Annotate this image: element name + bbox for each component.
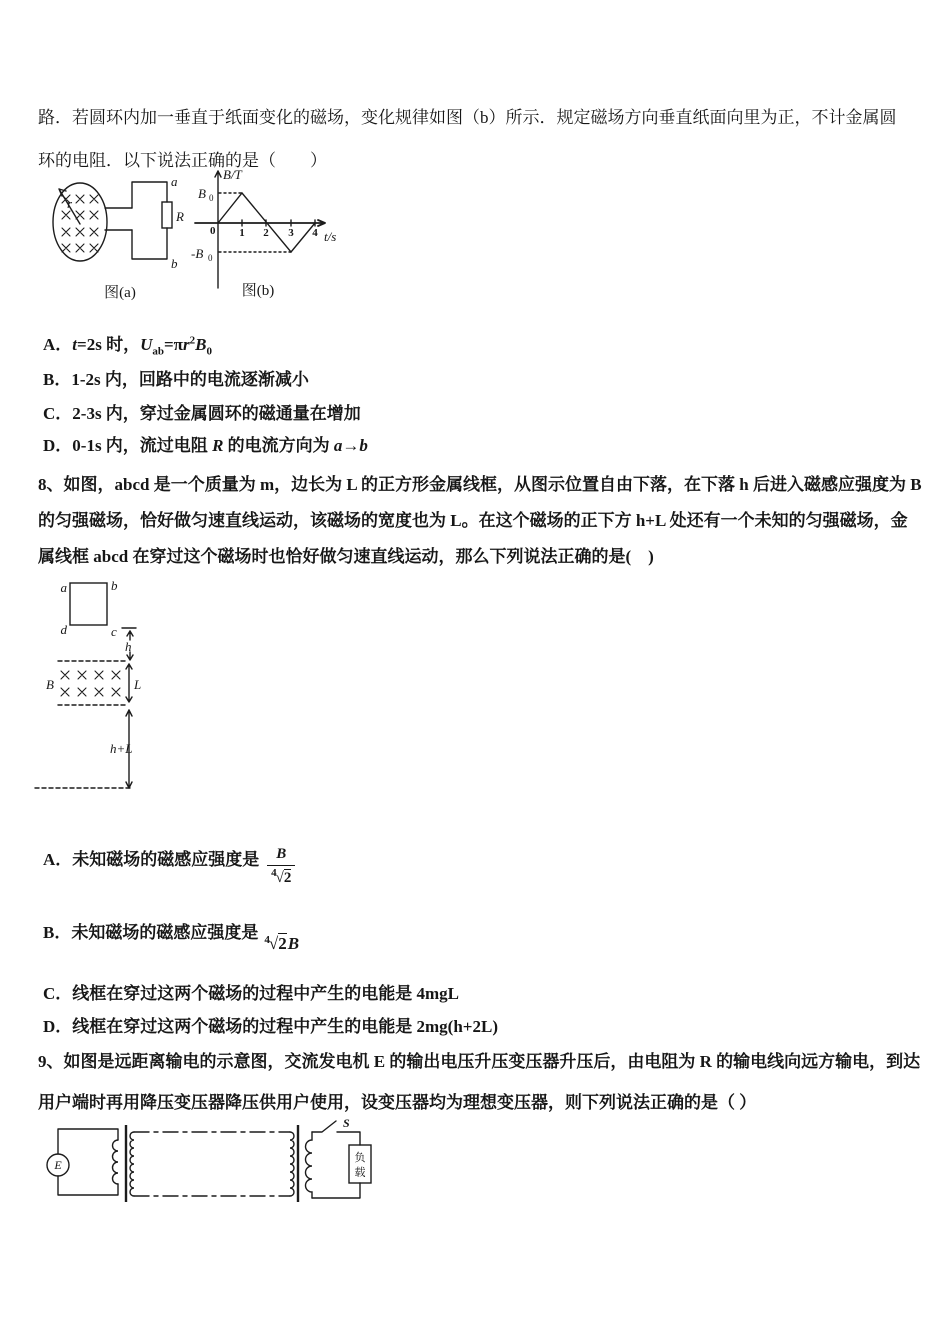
tick-3: 3 — [288, 227, 294, 239]
terminal-b-label: b — [171, 256, 178, 271]
corner-b: b — [111, 578, 118, 593]
stepup-secondary-coil — [130, 1132, 134, 1196]
generator-loop — [58, 1129, 118, 1195]
corner-d: d — [60, 622, 67, 637]
square-frame — [70, 583, 107, 625]
q9-figure — [40, 1118, 385, 1213]
radius-label: r — [67, 196, 73, 211]
arrow-glyph: → — [342, 436, 360, 455]
q8-line2: 的匀强磁场，恰好做匀速直线运动，该磁场的宽度也为 L。在这个磁场的正下方 h+L 处还有一个未知的匀强磁场，金 — [38, 511, 908, 530]
corner-c: c — [111, 624, 117, 639]
q7-option-b: B．1-2s 内，回路中的电流逐渐减小 — [43, 370, 309, 389]
q8-figure — [30, 578, 195, 798]
x-axis-label: t/s — [324, 229, 337, 244]
option-letter: A． — [43, 335, 73, 354]
q7-option-a: A．t=2s 时，$U_{ab}=\pi r^2B_0$ — [43, 334, 212, 358]
q8-option-d: D．线框在穿过这两个磁场的过程中产生的电能是 2mg(h+2L) — [43, 1017, 498, 1036]
terminal-a-label: a — [171, 174, 178, 189]
origin-label: 0 — [210, 225, 216, 237]
fraction: $\frac{B}{^4√2}$ — [267, 845, 295, 888]
q8-option-b: B．未知磁场的磁感应强度是 $^4$√2B — [43, 923, 300, 953]
y-axis-label: B/T — [223, 167, 242, 182]
fourth-root: $^4$√2 — [271, 866, 292, 886]
q9-line2: 用户端时再用降压变压器降压供用户使用，设变压器均为理想变压器，则下列说法正确的是（ ） — [38, 1093, 757, 1112]
load-char-1: 负 — [354, 1152, 366, 1164]
q8-option-c: C．线框在穿过这两个磁场的过程中产生的电能是 4mgL — [43, 984, 460, 1003]
neg-b0-sub: 0 — [208, 253, 213, 263]
field-into-page-crosses — [61, 671, 120, 696]
consumer-loop — [312, 1121, 360, 1198]
L-dimension-line — [126, 664, 132, 702]
b0-label: B — [198, 186, 206, 201]
figure-b-caption: 图(b) — [241, 283, 275, 299]
q8-line1: 8、如图，abcd 是一个质量为 m，边长为 L 的正方形金属线框，从图示位置自由下落，在下落 h 后进入磁感应强度为 B — [38, 475, 922, 494]
generator-label: E — [54, 1158, 62, 1172]
tick-4: 4 — [312, 227, 318, 239]
stepdown-secondary-coil — [306, 1132, 312, 1198]
resistor-box — [162, 202, 172, 228]
q7-option-c: C．2-3s 内，穿过金属圆环的磁通量在增加 — [43, 404, 361, 423]
q8-option-a: A．未知磁场的磁感应强度是 $\frac{B}{^4√2}$ — [43, 845, 295, 888]
corner-a: a — [60, 580, 67, 595]
switch-label: S — [343, 1116, 350, 1130]
h-label: h — [125, 639, 132, 654]
neg-b0-label: -B — [191, 246, 204, 261]
q8-line3: 属线框 abcd 在穿过这个磁场时也恰好做匀速直线运动，那么下列说法正确的是( ) — [38, 547, 654, 566]
q7-intro-line1: 路．若圆环内加一垂直于纸面变化的磁场，变化规律如图（b）所示．规定磁场方向垂直纸面向里为正，不计金属圆 — [38, 108, 897, 127]
y-axis — [215, 171, 221, 288]
q7-intro-line2: 环的电阻．以下说法正确的是（ ） — [38, 151, 327, 170]
tick-2: 2 — [263, 227, 269, 239]
h-plus-L-label: h+L — [110, 741, 133, 756]
q7-figure-b — [190, 168, 355, 308]
load-char-2: 载 — [354, 1167, 366, 1179]
field-width-L-label: L — [134, 677, 142, 692]
stepup-primary-coil — [113, 1140, 118, 1184]
q9-line1: 9、如图是远距离输电的示意图，交流发电机 E 的输出电压升压变压器升压后，由电阻为 R 的输电线向远方输电，到达 — [38, 1052, 921, 1071]
stepdown-primary-coil — [290, 1132, 294, 1196]
figure-a-caption: 图(a) — [104, 285, 136, 301]
fourth-root: $^4$√2B — [264, 934, 300, 953]
field-B-label: B — [46, 677, 54, 692]
transmission-lines — [134, 1132, 290, 1196]
resistor-label: R — [176, 209, 184, 224]
tick-1: 1 — [239, 227, 245, 239]
connecting-leads — [105, 208, 132, 230]
b0-sub: 0 — [209, 193, 214, 203]
q7-option-d: D．0-1s 内，流过电阻 R 的电流方向为 a→b — [43, 436, 368, 455]
